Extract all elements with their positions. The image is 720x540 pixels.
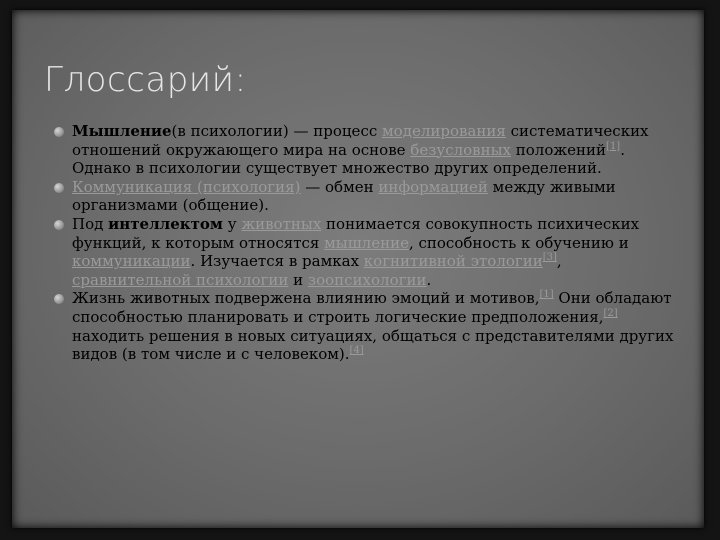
link-zoopsychology[interactable]: зоопсихологии [307, 270, 427, 289]
term-thinking: Мышление [72, 122, 172, 140]
link-thinking[interactable]: мышление [324, 233, 409, 252]
slide [12, 10, 704, 528]
link-animals[interactable]: животных [241, 214, 322, 233]
footnote-ref[interactable]: [3] [542, 252, 557, 264]
link-communication-2[interactable]: коммуникации [72, 252, 191, 271]
text: . [426, 270, 432, 289]
footnote-ref[interactable]: [4] [349, 345, 364, 357]
term-intellect: интеллектом [108, 214, 223, 233]
text: понимается совокупность психических функций, к которым относятся [72, 214, 640, 252]
text: между живыми организмами (общение). [72, 177, 616, 215]
list-item-communication [50, 178, 680, 215]
text: и [288, 270, 308, 289]
text: у [222, 214, 242, 233]
footnote-ref[interactable]: [2] [603, 307, 618, 319]
bullet-icon [54, 220, 64, 230]
text: — обмен [300, 177, 379, 196]
text: Жизнь животных подвержена влиянию эмоций и мотивов, [72, 289, 540, 308]
glossary-list [50, 122, 680, 364]
bullet-icon [54, 183, 64, 193]
text: систематических отношений окружающего мира на основе [72, 122, 649, 159]
footnote-ref[interactable]: [1] [539, 289, 554, 301]
list-item-intellect [50, 215, 680, 289]
text: положений [511, 140, 607, 159]
slide-title: Глоссарий: [44, 60, 247, 100]
footnote-ref[interactable]: [1] [606, 140, 621, 152]
bullet-icon [54, 127, 64, 137]
list-item-animal-life [50, 289, 680, 363]
link-communication[interactable]: Коммуникация (психология) [72, 177, 301, 196]
link-comparative-psychology[interactable]: сравнительной психологии [72, 270, 289, 289]
text: находить решения в новых ситуациях, общаться с представителями других видов (в том числе и с человеком). [72, 326, 674, 364]
text: , [556, 252, 562, 271]
text: Под [72, 214, 109, 233]
text: Они обладают способностью планировать и строить логические предположения, [72, 289, 672, 326]
text: . Однако в психологии существует множество других определений. [72, 140, 625, 178]
bullet-icon [54, 294, 64, 304]
text: , способность к обучению и [408, 233, 629, 252]
list-item-thinking [50, 122, 680, 178]
text: (в психологии) — процесс [171, 122, 383, 140]
text: . Изучается в рамках [190, 252, 364, 271]
link-modeling[interactable]: моделирования [382, 122, 506, 140]
link-information[interactable]: информацией [378, 177, 488, 196]
link-unconditional[interactable]: безусловных [410, 140, 512, 159]
link-cognitive-ethology[interactable]: когнитивной этологии [363, 252, 543, 271]
